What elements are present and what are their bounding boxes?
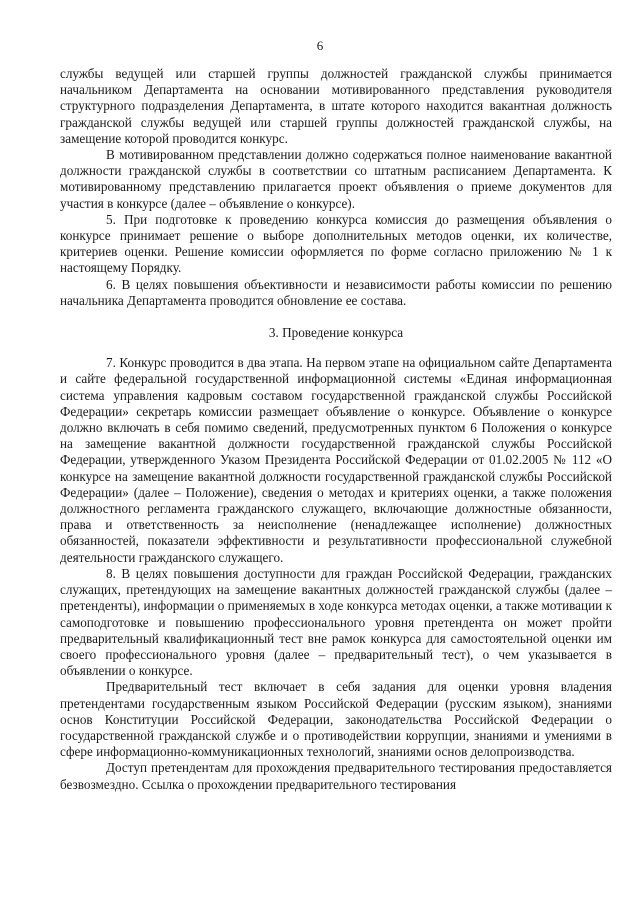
section-heading: 3. Проведение конкурса [268,325,404,341]
paragraph-item-7: 7. Конкурс проводится в два этапа. На первом этапе на официальном сайте Департамента и сайте федеральной государственной информационной системы «Единая информационная система управления кадровым составом государственной гражданской службы Российской Федерации» секретарь комиссии размещает объявление о конкурсе. Объявление о конкурсе должно включать в себя помимо сведений, предусмотренных пунктом 6 Положения о конкурсе на замещение вакантной должности государственной гражданской службы Российской Федерации, утвержденного Указом Президента Российской Федерации от 01.02.2005 № 112 «О конкурсе на замещение вакантной должности государственной гражданской службы Российской Федерации» (далее – Положение), сведения о методах и критериях оценки, а также положения должностного регламента гражданского служащего, включающие должностные обязанности, права и ответственность за неисполнение (ненадлежащее исполнение) должностных обязанностей, показатели эффективности и результативности профессиональной служебной деятельности гражданского служащего. [60,355,612,565]
paragraph-preliminary-test: Предварительный тест включает в себя задания для оценки уровня владения претендентами государственным языком Российской Федерации (русским языком), знаниями основ Конституции Российской Федерации, законодательства Российской Федерации о государственной гражданской службе и о противодействии коррупции, знаниями и умениями в сфере информационно-коммуникационных технологий, знаниями основ делопроизводства. [60,679,612,760]
paragraph-item-5: 5. При подготовке к проведению конкурса комиссия до размещения объявления о конкурсе принимает решение о выборе дополнительных методов оценки, их количестве, критериев оценки. Решение комиссии оформляется по форме согласно приложению № 1 к настоящему Порядку. [60,211,612,276]
paragraph-item-8: 8. В целях повышения доступности для граждан Российской Федерации, гражданских служащих, претендующих на замещение вакантных должностей гражданской службы (далее – претенденты), информации о применяемых в ходе конкурса методах оценки, а также мотивации к самоподготовке и повышению профессионального уровня претендента он может пройти предварительный квалификационный тест вне рамок конкурса для самостоятельной оценки им своего профессионального уровня (далее – предварительный тест), о чем указывается в объявлении о конкурсе. [60,565,612,679]
paragraph-continuation: службы ведущей или старшей группы должностей гражданской службы принимается начальником Департамента на основании мотивированного представления руководителя структурного подразделения Департамента, в штате которого находится вакантная должность гражданской службы ведущей или старшей группы должностей гражданской службы, на замещение которой проводится конкурс. [60,66,612,146]
paragraph-test-access: Доступ претендентам для прохождения предварительного тестирования предоставляется безвозмездно. Ссылка о прохождении предварительного тестирования [60,760,612,792]
paragraph-item-6: 6. В целях повышения объективности и независимости работы комиссии по решению начальника Департамента проводится обновление ее состава. [60,276,612,308]
document-body [60,66,612,793]
paragraph-motivated-submission: В мотивированном представлении должно содержаться полное наименование вакантной должности гражданской службы в соответствии со штатным расписанием Департамента. К мотивированному представлению прилагается проект объявления о приеме документов для участия в конкурсе (далее – объявление о конкурсе). [60,147,612,211]
page-number: 6 [316,38,324,53]
